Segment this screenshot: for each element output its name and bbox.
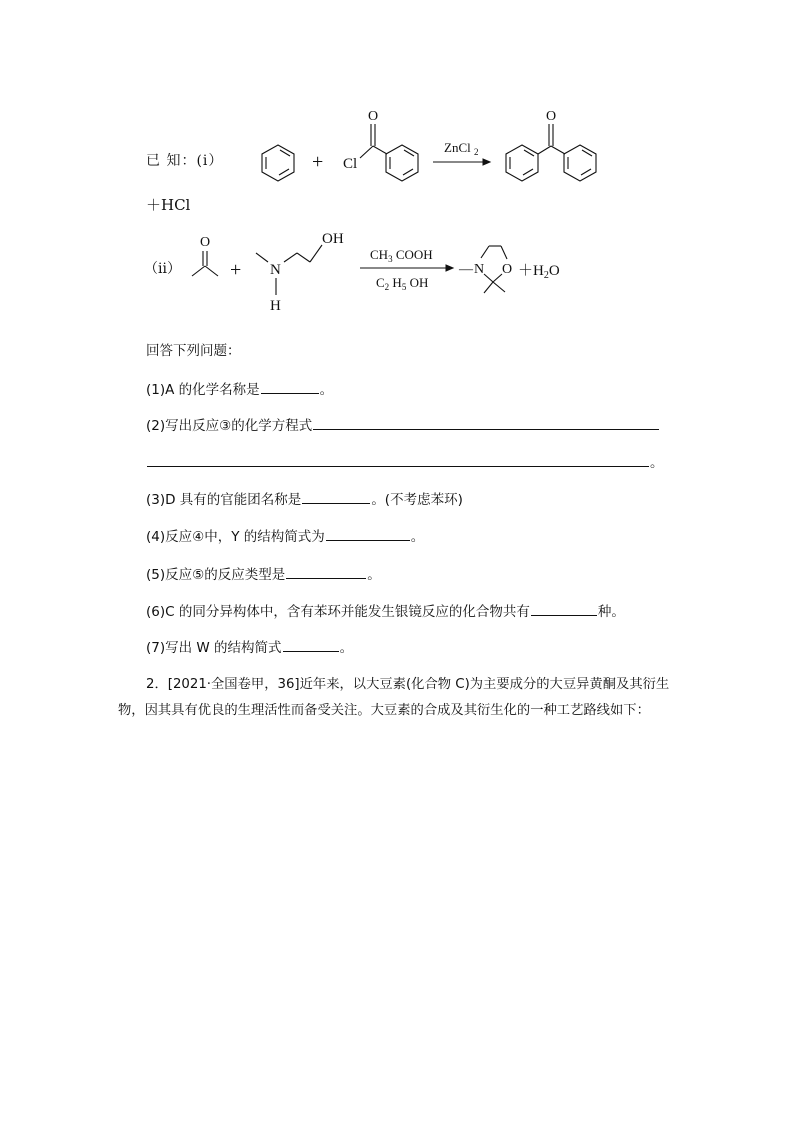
reaction-arrow <box>360 265 453 271</box>
oxygen-label: O <box>502 262 513 277</box>
reaction-diagram <box>0 90 794 330</box>
problem-2-line2: 物，因其具有优良的生理活性而备受关注。大豆素的合成及其衍生化的一种工艺路线如下： <box>118 703 650 718</box>
catalyst-label: ZnCl <box>444 140 471 155</box>
question-4-end: 。 <box>410 529 425 545</box>
question-6 <box>146 602 625 621</box>
hydroxyl-label: OH <box>322 231 344 247</box>
answer-blank-2a[interactable] <box>313 416 659 430</box>
answer-blank-5[interactable] <box>286 565 366 579</box>
reaction-arrow <box>433 159 490 165</box>
oxygen-label: O <box>546 109 557 124</box>
question-1 <box>146 380 333 399</box>
plus-sign: + <box>312 151 324 173</box>
oxygen-label: O <box>368 109 379 124</box>
question-2-text: (2)写出反应③的化学方程式 <box>146 418 313 434</box>
plus-hcl: ＋HCl <box>146 196 191 214</box>
known-label: 已 知：(ⅰ） <box>146 153 224 169</box>
acetone-structure <box>192 251 218 276</box>
hydrogen-label: H <box>270 298 281 314</box>
nitrogen-label: N <box>270 262 281 278</box>
question-7-text: (7)写出 W 的结构简式 <box>146 640 282 656</box>
question-2 <box>146 416 660 435</box>
question-4-text: (4)反应④中，Y 的结构简式为 <box>146 529 325 545</box>
problem-2-line1: 2．[2021·全国卷甲，36]近年来，以大豆素(化合物 C)为主要成分的大豆异黄酮及其衍生 <box>146 677 670 692</box>
benzoyl-chloride-structure <box>360 124 418 181</box>
question-5-end: 。 <box>367 567 381 583</box>
question-3-text: (3)D 具有的官能团名称是 <box>146 492 302 508</box>
answer-blank-6[interactable] <box>531 602 597 616</box>
answer-intro: 回答下列问题： <box>146 343 241 359</box>
question-6-end: 种。 <box>597 604 625 620</box>
cl-label: Cl <box>343 156 358 172</box>
question-2-line2 <box>146 453 664 472</box>
answer-blank-1[interactable] <box>261 380 319 394</box>
benzophenone-structure <box>506 124 596 181</box>
question-5 <box>146 565 381 584</box>
answer-blank-3[interactable] <box>302 490 370 504</box>
reaction-ii-label: （ⅱ） <box>144 262 181 277</box>
condition-bottom: $C_2$ $H_5$ OH <box>376 275 429 292</box>
answer-blank-7[interactable] <box>283 638 339 652</box>
answer-blank-2b[interactable] <box>147 453 649 467</box>
question-1-text: (1)A 的化学名称是 <box>146 382 260 398</box>
question-7-end: 。 <box>339 640 354 656</box>
nitrogen-label: N <box>474 262 485 277</box>
question-5-text: (5)反应⑤的反应类型是 <box>146 567 286 583</box>
oxygen-label: O <box>200 235 211 250</box>
question-7 <box>146 638 353 657</box>
question-6-text: (6)C 的同分异构体中，含有苯环并能发生银镜反应的化合物共有 <box>146 604 530 620</box>
question-2-end: 。 <box>650 455 664 471</box>
methylethanolamine-structure <box>256 245 322 295</box>
condition-top: $CH_3$ COOH <box>370 247 433 264</box>
question-1-end: 。 <box>319 382 334 398</box>
question-3-end: 。(不考虑苯环) <box>371 492 463 508</box>
catalyst-subscript: 2 <box>474 147 479 157</box>
methyl-dash: — <box>459 262 473 277</box>
question-4 <box>146 527 424 546</box>
plus-water: $+H_2O$ <box>518 263 560 281</box>
benzene-ring-icon <box>262 145 294 181</box>
question-3 <box>146 490 463 509</box>
answer-blank-4[interactable] <box>326 527 410 541</box>
plus-sign: + <box>230 259 242 281</box>
